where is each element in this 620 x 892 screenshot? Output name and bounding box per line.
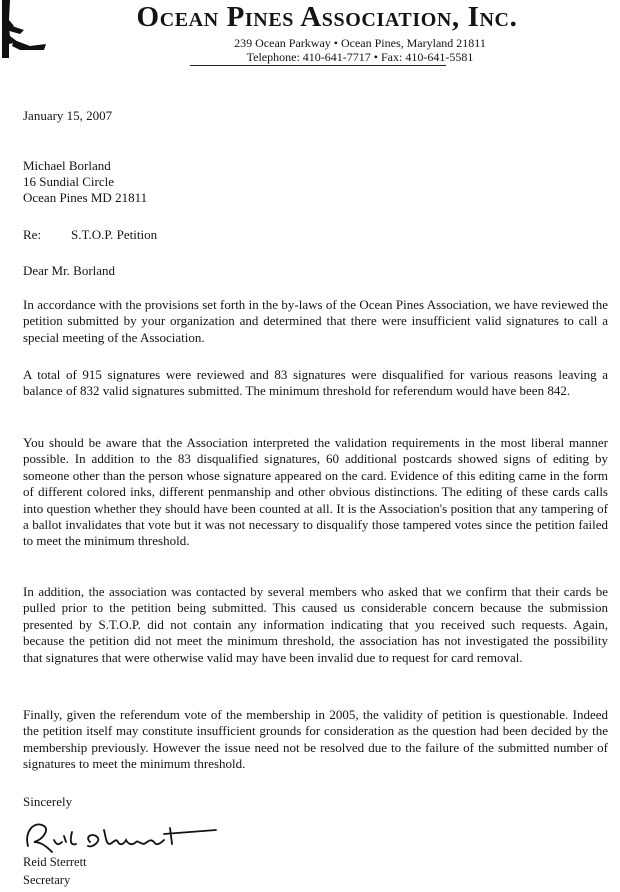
subject-text: S.T.O.P. Petition [71,227,158,242]
salutation: Dear Mr. Borland [23,263,116,278]
handwritten-signature [20,812,220,860]
signer-name: Reid Sterrett [23,855,87,869]
paragraph-1: In accordance with the provisions set forth in the by-laws of the Ocean Pines Association, we have reviewed the petition submitted by your organization and determined that there were insufficient valid signatures to call a special meeting of the Association. [23,297,608,345]
pine-tree-logo-icon [0,0,46,58]
paragraph-3: You should be aware that the Association interpreted the validation requirements in the most liberal manner possible. In addition to the 83 disqualified signatures, 60 additional postcards showed signs of editing by someone other than the person whose signature appeared on the card. Evidence of this editing came in the form of different colored inks, different penmanship and other obvious distinctions. The editing of these cards calls into question whether they should have been counted at all. It is the Association's position that any tampering of a ballot invalidates that vote but it was not necessary to disqualify those tampered votes since the petition failed to meet the minimum threshold. [23,435,608,549]
subject-label: Re: [23,227,42,242]
letterhead-divider [190,65,446,66]
recipient-street: 16 Sundial Circle [23,174,114,189]
recipient-address [23,158,608,206]
closing: Sincerely [23,794,73,809]
signer-title: Secretary [23,873,71,887]
organization-name: Ocean Pines Association, Inc. [136,1,518,33]
subject-line [23,227,608,243]
recipient-city: Ocean Pines MD 21811 [23,190,148,205]
letter-date: January 15, 2007 [23,108,113,123]
paragraph-5: Finally, given the referendum vote of the membership in 2005, the validity of petition is questionable. Indeed the petition itself may constitute insufficient grounds for consideration as the question had been decided by the membership previously. However the issue need not be resolved due to the failure of the submitted number of signatures to meet the minimum threshold. [23,707,608,772]
paragraph-2: A total of 915 signatures were reviewed and 83 signatures were disqualified for various reasons leaving a balance of 832 valid signatures submitted. The minimum threshold for referendum would have been 842. [23,367,608,399]
recipient-name: Michael Borland [23,158,111,173]
organization-phone-fax: Telephone: 410-641-7717 • Fax: 410-641-5581 [246,50,474,64]
organization-address: 239 Ocean Parkway • Ocean Pines, Maryland 21811 [234,36,486,50]
paragraph-4: In addition, the association was contacted by several members who asked that we confirm that their cards be pulled prior to the petition being submitted. This caused us considerable concern because the submission presented by S.T.O.P. did not contain any information indicating that you received such requests. Again, because the petition did not meet the minimum threshold, the association has not investigated the possibility that signatures that were otherwise valid may have been invalid due to request for card removal. [23,584,608,665]
